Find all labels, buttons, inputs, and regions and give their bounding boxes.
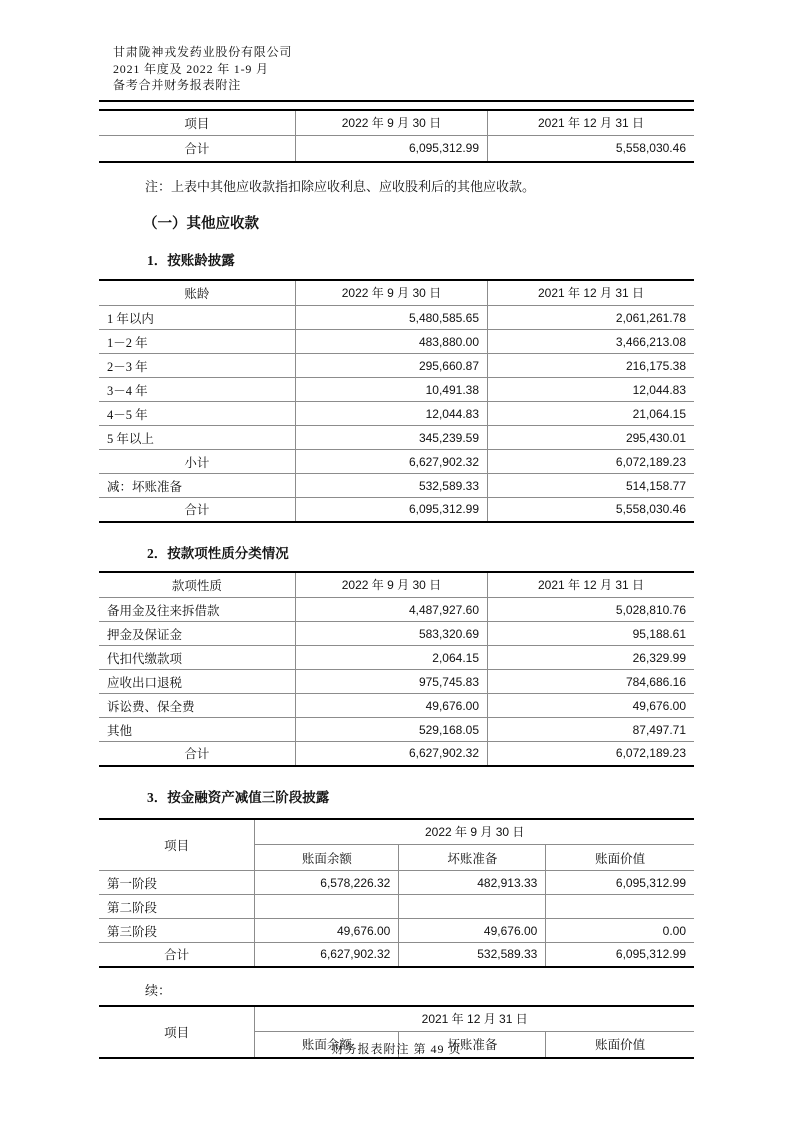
- row-label: 减：坏账准备: [99, 474, 295, 498]
- table-row: [99, 450, 694, 474]
- column-header-label: 项目: [99, 110, 295, 136]
- cell-value: 87,497.71: [488, 718, 694, 742]
- continued-label: 续：: [145, 982, 172, 998]
- column-header-label: 账龄: [99, 280, 295, 306]
- table-row: [99, 598, 694, 622]
- cell-value: 2,061,261.78: [488, 306, 694, 330]
- row-label: 诉讼费、保全费: [99, 694, 295, 718]
- cell-value: 49,676.00: [399, 919, 546, 943]
- impairment-stage-table-2022: [99, 818, 694, 968]
- cell-value: 483,880.00: [295, 330, 487, 354]
- column-header-label: 款项性质: [99, 572, 295, 598]
- column-header-label: 项目: [99, 819, 255, 871]
- column-subheader: 账面余额: [255, 845, 399, 871]
- row-label: 1－2 年: [99, 330, 295, 354]
- column-header-date: 2022 年 9 月 30 日: [295, 572, 487, 598]
- cell-value: 482,913.33: [399, 871, 546, 895]
- column-subheader: 坏账准备: [399, 845, 546, 871]
- row-label: 小计: [99, 450, 295, 474]
- table-row: [99, 871, 694, 895]
- cell-value: 3,466,213.08: [488, 330, 694, 354]
- page-footer: 财务报表附注 第 49 页: [331, 1042, 462, 1056]
- table-row: [99, 694, 694, 718]
- cell-value: 6,095,312.99: [295, 498, 487, 522]
- cell-value: 975,745.83: [295, 670, 487, 694]
- aging-table: [99, 279, 694, 523]
- cell-value: 5,558,030.46: [488, 136, 694, 162]
- cell-value: 6,095,312.99: [546, 943, 694, 967]
- column-subheader: 账面价值: [546, 845, 694, 871]
- company-name: 甘肃陇神戎发药业股份有限公司: [113, 45, 293, 59]
- table-row: [99, 919, 694, 943]
- cell-value: 6,095,312.99: [295, 136, 487, 162]
- cell-value: 95,188.61: [488, 622, 694, 646]
- cell-value: 6,072,189.23: [488, 742, 694, 766]
- column-subheader: 账面价值: [546, 1032, 694, 1058]
- table-row: [99, 354, 694, 378]
- table-row: [99, 426, 694, 450]
- table-row: [99, 742, 694, 766]
- cell-value: 6,627,902.32: [295, 742, 487, 766]
- column-header-date: 2021 年 12 月 31 日: [488, 572, 694, 598]
- cell-value: 6,072,189.23: [488, 450, 694, 474]
- table-row: [99, 402, 694, 426]
- row-label: 合计: [99, 136, 295, 162]
- cell-value: [255, 895, 399, 919]
- report-period: 2021 年度及 2022 年 1-9 月: [113, 61, 269, 76]
- column-header-label: 项目: [99, 1006, 255, 1058]
- document-header: [113, 44, 694, 94]
- table-row: [99, 136, 694, 162]
- table-row: [99, 895, 694, 919]
- cell-value: 295,430.01: [488, 426, 694, 450]
- cell-value: 784,686.16: [488, 670, 694, 694]
- row-label: 合计: [99, 498, 295, 522]
- header-row: [99, 110, 694, 136]
- note-text: 注：上表中其他应收款指扣除应收利息、应收股利后的其他应收款。: [145, 178, 536, 194]
- row-label: 3－4 年: [99, 378, 295, 402]
- cell-value: 6,627,902.32: [295, 450, 487, 474]
- column-header-date: 2021 年 12 月 31 日: [488, 110, 694, 136]
- cell-value: 6,095,312.99: [546, 871, 694, 895]
- row-label: 第二阶段: [99, 895, 255, 919]
- cell-value: 216,175.38: [488, 354, 694, 378]
- row-label: 5 年以上: [99, 426, 295, 450]
- column-header-period: 2021 年 12 月 31 日: [255, 1006, 694, 1032]
- table-row: [99, 378, 694, 402]
- column-header-date: 2021 年 12 月 31 日: [488, 280, 694, 306]
- cell-value: 514,158.77: [488, 474, 694, 498]
- cell-value: 6,627,902.32: [255, 943, 399, 967]
- table-row: [99, 670, 694, 694]
- cell-value: 49,676.00: [488, 694, 694, 718]
- cell-value: 5,028,810.76: [488, 598, 694, 622]
- row-label: 2－3 年: [99, 354, 295, 378]
- row-label: 押金及保证金: [99, 622, 295, 646]
- table-row: [99, 474, 694, 498]
- row-label: 合计: [99, 742, 295, 766]
- cell-value: 49,676.00: [255, 919, 399, 943]
- column-header-period: 2022 年 9 月 30 日: [255, 819, 694, 845]
- cell-value: 6,578,226.32: [255, 871, 399, 895]
- header-row: [99, 572, 694, 598]
- cell-value: 12,044.83: [295, 402, 487, 426]
- cell-value: 532,589.33: [295, 474, 487, 498]
- table-row: [99, 718, 694, 742]
- row-label: 第一阶段: [99, 871, 255, 895]
- cell-value: 295,660.87: [295, 354, 487, 378]
- row-label: 代扣代缴款项: [99, 646, 295, 670]
- summary-table: [99, 109, 694, 163]
- row-label: 第三阶段: [99, 919, 255, 943]
- column-header-date: 2022 年 9 月 30 日: [295, 110, 487, 136]
- table-row: [99, 943, 694, 967]
- table-row: [99, 306, 694, 330]
- header-row: [99, 819, 694, 845]
- header-row: [99, 280, 694, 306]
- cell-value: 4,487,927.60: [295, 598, 487, 622]
- cell-value: 5,558,030.46: [488, 498, 694, 522]
- table-row: [99, 498, 694, 522]
- table-row: [99, 622, 694, 646]
- cell-value: 12,044.83: [488, 378, 694, 402]
- report-title: 备考合并财务报表附注: [113, 78, 242, 92]
- nature-table: [99, 571, 694, 767]
- row-label: 合计: [99, 943, 255, 967]
- header-divider: [99, 100, 694, 102]
- table-row: [99, 330, 694, 354]
- cell-value: 583,320.69: [295, 622, 487, 646]
- column-subheader: 账面余额: [255, 1032, 399, 1058]
- row-label: 应收出口退税: [99, 670, 295, 694]
- cell-value: 21,064.15: [488, 402, 694, 426]
- table-row: [99, 646, 694, 670]
- row-label: 4－5 年: [99, 402, 295, 426]
- row-label: 备用金及往来拆借款: [99, 598, 295, 622]
- cell-value: 2,064.15: [295, 646, 487, 670]
- subsection-2-title: 2．按款项性质分类情况: [147, 545, 289, 561]
- subsection-3-title: 3．按金融资产减值三阶段披露: [147, 789, 330, 805]
- cell-value: 529,168.05: [295, 718, 487, 742]
- cell-value: 10,491.38: [295, 378, 487, 402]
- cell-value: 0.00: [546, 919, 694, 943]
- header-row: [99, 1006, 694, 1032]
- cell-value: [399, 895, 546, 919]
- column-subheader: 坏账准备: [399, 1032, 546, 1058]
- cell-value: 5,480,585.65: [295, 306, 487, 330]
- row-label: 其他: [99, 718, 295, 742]
- cell-value: 49,676.00: [295, 694, 487, 718]
- cell-value: 26,329.99: [488, 646, 694, 670]
- section-title: （一）其他应收款: [143, 215, 259, 232]
- subsection-1-title: 1．按账龄披露: [147, 252, 235, 268]
- column-header-date: 2022 年 9 月 30 日: [295, 280, 487, 306]
- cell-value: [546, 895, 694, 919]
- row-label: 1 年以内: [99, 306, 295, 330]
- cell-value: 532,589.33: [399, 943, 546, 967]
- cell-value: 345,239.59: [295, 426, 487, 450]
